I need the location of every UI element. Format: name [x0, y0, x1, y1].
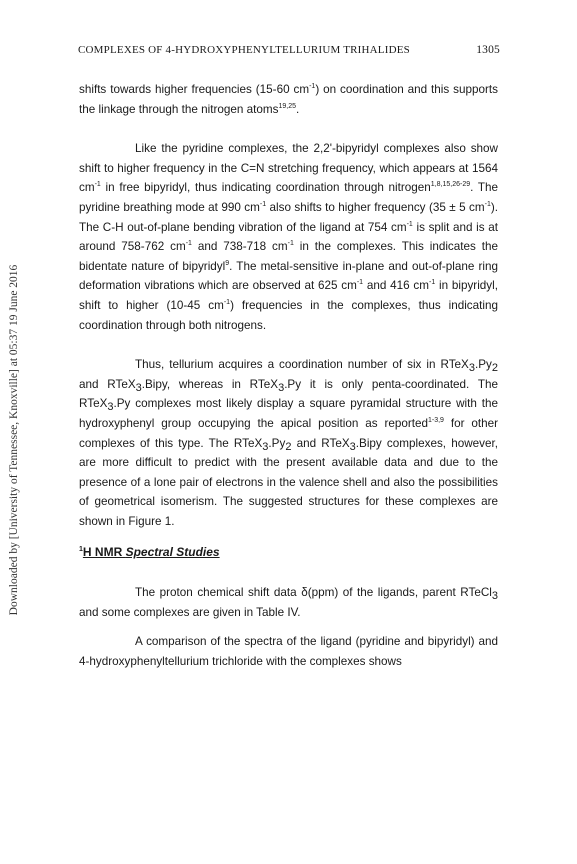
section-heading: $^1$H NMR Spectral Studies: [79, 545, 220, 560]
page-number: 1305: [476, 44, 500, 56]
paragraph: Thus, tellurium acquires a coordination number of six in $RTeX_3.Py_2$ and RTeX$_3$.Bipy, whereas in RTeX$_3$.Py it is only penta-coordinated. The RTeX$_3$.Py complexes most likely display a square pyramidal structure with the hydroxyphenyl group occupying the apical position as reported$^{1-3,9}$ for other complexes of this type. The $RTeX_3.Py_2$ and RTeX$_3$.Bipy complexes, however, are more difficult to predict with the present available data and due to the presence of a lone pair of electrons in the valence shell and also the possibilities of geometrical isomerism. The suggested structures for these complexes are shown in Figure 1.: [79, 358, 498, 528]
watermark-text: Downloaded by [University of Tennessee, Knoxville] at 05:37 19 June 2016: [8, 264, 20, 616]
article-body: [79, 80, 498, 671]
paragraph: A comparison of the spectra of the ligand (pyridine and bipyridyl) and 4-hydroxyphenyltellurium trichloride with the complexes shows: [79, 635, 498, 668]
paragraph: Like the pyridine complexes, the 2,2'-bipyridyl complexes also show shift to higher frequency in the C=N stretching frequency, which appears at 1564 $cm^{-1}$ in free bipyridyl, thus indicating coordination through nitrogen$^{1,8,15,26-29}$. The pyridine breathing mode at 990 $cm^{-1}$ also shifts to higher frequency (35 ± 5 $cm^{-1}$). The C-H out-of-plane bending vibration of the ligand at 754 $cm^{-1}$ is split and is at around 758-762 $cm^{-1}$ and 738-718 $cm^{-1}$ in the complexes. This indicates the bidentate nature of bipyridyl$^9$. The metal-sensitive in-plane and out-of-plane ring deformation vibrations which are observed at 625 $cm^{-1}$ and 416 $cm^{-1}$ in bipyridyl, shift to higher (10-45 $cm^{-1}$) frequencies in the complexes, thus indicating coordination through both nitrogens.: [79, 142, 499, 332]
download-watermark: [4, 190, 24, 690]
running-title: COMPLEXES OF 4-HYDROXYPHENYLTELLURIUM TRIHALIDES: [78, 44, 410, 56]
paragraph: shifts towards higher frequencies (15-60 $cm^{-1}$) on coordination and this supports the linkage through the nitrogen atoms$^{19,25}$.: [79, 83, 498, 116]
paragraph: The proton chemical shift data δ(ppm) of the ligands, parent RTeCl$_3$ and some complexes are given in Table IV.: [79, 586, 498, 619]
